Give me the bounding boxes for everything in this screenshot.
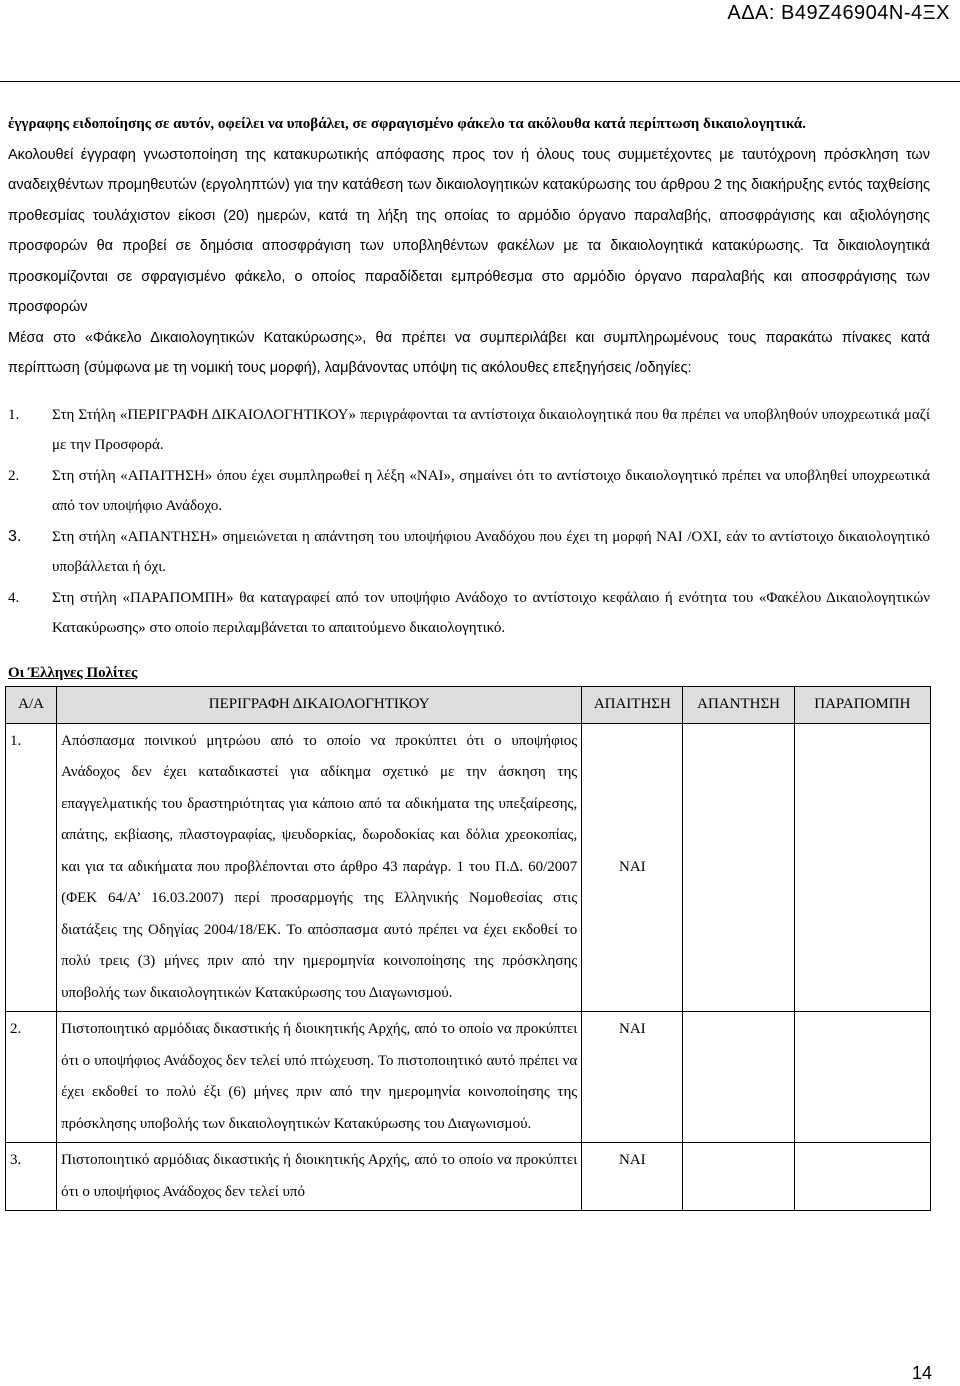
header-requirement: ΑΠΑΙΤΗΣΗ bbox=[582, 686, 683, 723]
row-requirement: ΝΑΙ bbox=[582, 1143, 683, 1211]
row-number: 2. bbox=[6, 1012, 57, 1143]
page-number: 14 bbox=[911, 1363, 932, 1383]
row-number: 1. bbox=[6, 723, 57, 1012]
ada-code: ΑΔΑ: Β49Ζ46904Ν-4ΞΧ bbox=[727, 2, 950, 24]
row-description: Απόσπασμα ποινικού μητρώου από το οποίο να προκύπτει ότι ο υποψήφιος Ανάδοχος δεν έχει καταδικαστεί για αδίκημα σχετικό με την άσκηση της επαγγελματικής του δραστηριότητας για κάποιο από τα αδικήματα της υπεξαίρεσης, απάτης, εκβίασης, πλαστογραφίας, ψευδορκίας, δωροδοκίας και δόλια χρεοκοπίας, και για τα αδικήματα που προβλέπονται στο άρθρο 43 παράγρ. 1 του Π.Δ. 60/2007 (ΦΕΚ 64/Α’ 16.03.2007) περί προσαρμογής της Ελληνικής Νομοθεσίας στις διατάξεις της Οδηγίας 2004/18/ΕΚ. Το απόσπασμα αυτό πρέπει να έχει εκδοθεί το πολύ τρεις (3) μήνες πριν από την ημερομηνία κοινοποίησης της πρόσκλησης υποβολής των δικαιολογητικών Κατακύρωσης του Διαγωνισμού. bbox=[57, 723, 582, 1012]
row-requirement: ΝΑΙ bbox=[582, 1012, 683, 1143]
row-answer bbox=[683, 723, 794, 1012]
section-title: Οι Έλληνες Πολίτες bbox=[8, 664, 138, 681]
header-reference: ΠΑΡΑΠΟΜΠΗ bbox=[794, 686, 930, 723]
instruction-text: Στη στήλη «ΠΑΡΑΠΟΜΠΗ» θα καταγραφεί από τον υποψήφιο Ανάδοχο το αντίστοιχο κεφάλαιο ή ενότητα του «Φακέλου Δικαιολογητικών Κατακύρωσης» στο οποίο περιλαμβάνεται το απαιτούμενο δικαιολογητικό. bbox=[52, 589, 930, 636]
page-content bbox=[8, 109, 930, 1211]
row-number: 3. bbox=[6, 1143, 57, 1211]
row-answer bbox=[683, 1143, 794, 1211]
instruction-number: 3. bbox=[8, 527, 22, 545]
instruction-item bbox=[8, 400, 930, 461]
instruction-item bbox=[8, 461, 930, 522]
header-answer: ΑΠΑΝΤΗΣΗ bbox=[683, 686, 794, 723]
instruction-number: 2. bbox=[8, 467, 20, 484]
row-reference bbox=[794, 1143, 930, 1211]
instruction-text: Στη στήλη «ΑΠΑΝΤΗΣΗ» σημειώνεται η απάντηση του υποψήφιου Αναδόχου που έχει τη μορφή ΝΑΙ /ΟΧΙ, εάν το αντίστοιχο δικαιολογητικό υποβάλλεται ή όχι. bbox=[52, 528, 930, 575]
instruction-item bbox=[8, 583, 930, 644]
table-row bbox=[6, 723, 931, 1012]
intro-paragraph-1: Ακολουθεί έγγραφη γνωστοποίηση της κατακυρωτικής απόφασης προς τον ή όλους τους συμμετέχοντες με ταυτόχρονη πρόσκληση των αναδειχθέντων προμηθευτών (εργοληπτών) για την κατάθεση των δικαιολογητικών κατακύρωσης του άρθρου 2 της διακήρυξης εντός ταχθείσης προθεσμίας τουλάχιστον είκοσι (20) ημερών, κατά τη λήξη της οποίας το αρμόδιο όργανο παραλαβής, αποσφράγισης και αξιολόγησης προσφορών θα προβεί σε δημόσια αποσφράγιση των υποβληθέντων φακέλων με τα δικαιολογητικά κατακύρωσης. Τα δικαιολογητικά προσκομίζονται σε σφραγισμένο φάκελο, ο οποίος παραδίδεται εμπρόθεσμα στο αρμόδιο όργανο παραλαβής και αποσφράγισης των προσφορών bbox=[8, 146, 930, 315]
table-row bbox=[6, 1143, 931, 1211]
instruction-number: 1. bbox=[8, 406, 20, 423]
requirements-table bbox=[5, 686, 931, 1212]
row-reference bbox=[794, 723, 930, 1012]
spacer bbox=[8, 384, 930, 400]
header-description: ΠΕΡΙΓΡΑΦΗ ΔΙΚΑΙΟΛΟΓΗΤΙΚΟΥ bbox=[57, 686, 582, 723]
instruction-text: Στη Στήλη «ΠΕΡΙΓΡΑΦΗ ΔΙΚΑΙΟΛΟΓΗΤΙΚΟΥ» περιγράφονται τα αντίστοιχα δικαιολογητικά που θα πρέπει να υποβληθούν υποχρεωτικά μαζί με την Προσφορά. bbox=[52, 406, 930, 453]
table-row bbox=[6, 1012, 931, 1143]
intro-paragraph-2: Μέσα στο «Φάκελο Δικαιολογητικών Κατακύρωσης», θα πρέπει να συμπεριλάβει και συμπληρωμένους τους παρακάτω πίνακες κατά περίπτωση (σύμφωνα με τη νομική τους μορφή), λαμβάνοντας υπόψη τις ακόλουθες επεξηγήσεις /οδηγίες: bbox=[8, 329, 930, 376]
row-requirement: ΝΑΙ bbox=[582, 723, 683, 1012]
header-divider bbox=[0, 81, 960, 82]
intro-bold-text: έγγραφης ειδοποίησης σε αυτόν, οφείλει να υποβάλει, σε σφραγισμένο φάκελο τα ακόλουθα κατά περίπτωση δικαιολογητικά. bbox=[8, 116, 806, 132]
row-answer bbox=[683, 1012, 794, 1143]
instruction-item bbox=[8, 522, 930, 583]
table-header-row bbox=[6, 686, 931, 723]
row-description: Πιστοποιητικό αρμόδιας δικαστικής ή διοικητικής Αρχής, από το οποίο να προκύπτει ότι ο υποψήφιος Ανάδοχος δεν τελεί υπό bbox=[57, 1143, 582, 1211]
instruction-number: 4. bbox=[8, 589, 20, 606]
row-description: Πιστοποιητικό αρμόδιας δικαστικής ή διοικητικής Αρχής, από το οποίο να προκύπτει ότι ο υποψήφιος Ανάδοχος δεν τελεί υπό πτώχευση. Το πιστοποιητικό αυτό πρέπει να έχει εκδοθεί το πολύ έξι (6) μήνες πριν από την ημερομηνία κοινοποίησης της πρόσκλησης υποβολής των δικαιολογητικών Κατακύρωσης του Διαγωνισμού. bbox=[57, 1012, 582, 1143]
header-num: Α/Α bbox=[6, 686, 57, 723]
row-reference bbox=[794, 1012, 930, 1143]
instruction-text: Στη στήλη «ΑΠΑΙΤΗΣΗ» όπου έχει συμπληρωθεί η λέξη «ΝΑΙ», σημαίνει ότι το αντίστοιχο δικαιολογητικό πρέπει να υποβληθεί υποχρεωτικά από τον υποψήφιο Ανάδοχο. bbox=[52, 467, 930, 514]
